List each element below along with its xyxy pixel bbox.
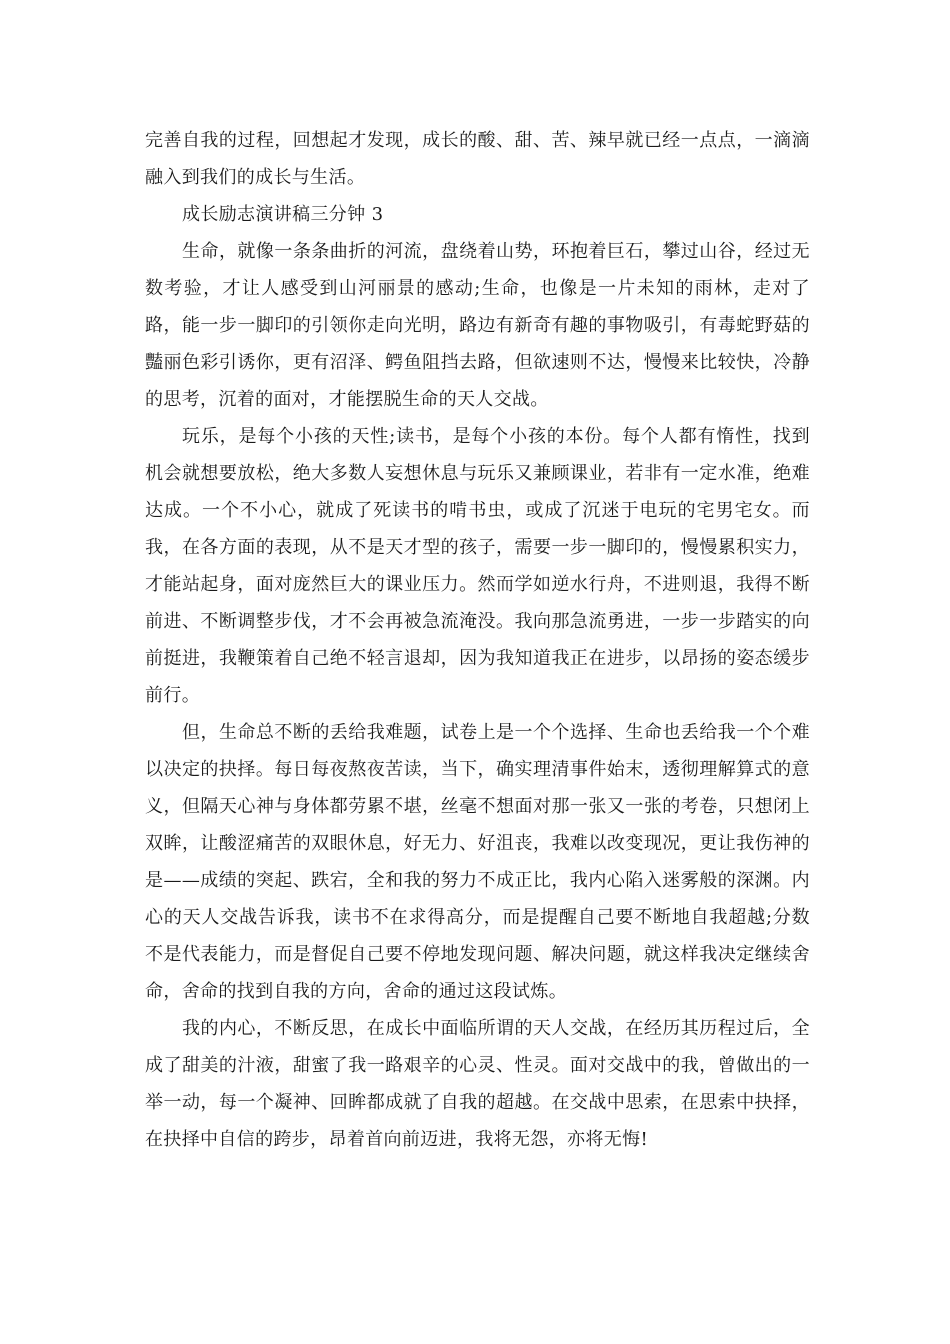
paragraph: 生命，就像一条条曲折的河流，盘绕着山势，环抱着巨石，攀过山谷，经过无数考验，才让人感受到山河丽景的感动;生命，也像是一片未知的雨林，走对了路，能一步一脚印的引领你走向光明，路边有新奇有趣的事物吸引，有毒蛇野菇的豔丽色彩引诱你，更有沼泽、鳄鱼阻挡去路，但欲速则不达，慢慢来比较快，冷静的思考，沉着的面对，才能摆脱生命的天人交战。 (145, 241, 810, 410)
paragraph: 我的内心，不断反思，在成长中面临所谓的天人交战，在经历其历程过后，全成了甜美的汁液，甜蜜了我一路艰辛的心灵、性灵。面对交战中的我，曾做出的一举一动，每一个凝神、回眸都成就了自我的超越。在交战中思索，在思索中抉择，在抉择中自信的跨步，昂着首向前迈进，我将无怨，亦将无悔! (145, 1018, 810, 1150)
paragraph-continuation: 完善自我的过程，回想起才发现，成长的酸、甜、苦、辣早就已经一点点，一滴滴融入到我们的成长与生活。 (145, 130, 810, 188)
document-body (145, 122, 810, 1158)
paragraph: 玩乐，是每个小孩的天性;读书，是每个小孩的本份。每个人都有惰性，找到机会就想要放松，绝大多数人妄想休息与玩乐又兼顾课业，若非有一定水准，绝难达成。一个不小心，就成了死读书的啃书虫，或成了沉迷于电玩的宅男宅女。而我，在各方面的表现，从不是天才型的孩子，需要一步一脚印的，慢慢累积实力，才能站起身，面对庞然巨大的课业压力。然而学如逆水行舟，不进则退，我得不断前进、不断调整步伐，才不会再被急流淹没。我向那急流勇进，一步一步踏实的向前挺进，我鞭策着自己绝不轻言退却，因为我知道我正在进步，以昂扬的姿态缓步前行。 (145, 426, 810, 706)
section-heading: 成长励志演讲稿三分钟 3 (182, 204, 384, 225)
paragraph: 但，生命总不断的丢给我难题，试卷上是一个个选择、生命也丢给我一个个难以决定的抉择。每日每夜熬夜苦读，当下，确实理清事件始末，透彻理解算式的意义，但隔天心神与身体都劳累不堪，丝毫不想面对那一张又一张的考卷，只想闭上双眸，让酸涩痛苦的双眼休息，好无力、好沮丧，我难以改变现况，更让我伤神的是——成绩的突起、跌宕，全和我的努力不成正比，我内心陷入迷雾般的深渊。内心的天人交战告诉我，读书不在求得高分，而是提醒自己要不断地自我超越;分数不是代表能力，而是督促自己要不停地发现问题、解决问题，就这样我决定继续舍命，舍命的找到自我的方向，舍命的通过这段试炼。 (145, 722, 810, 1002)
